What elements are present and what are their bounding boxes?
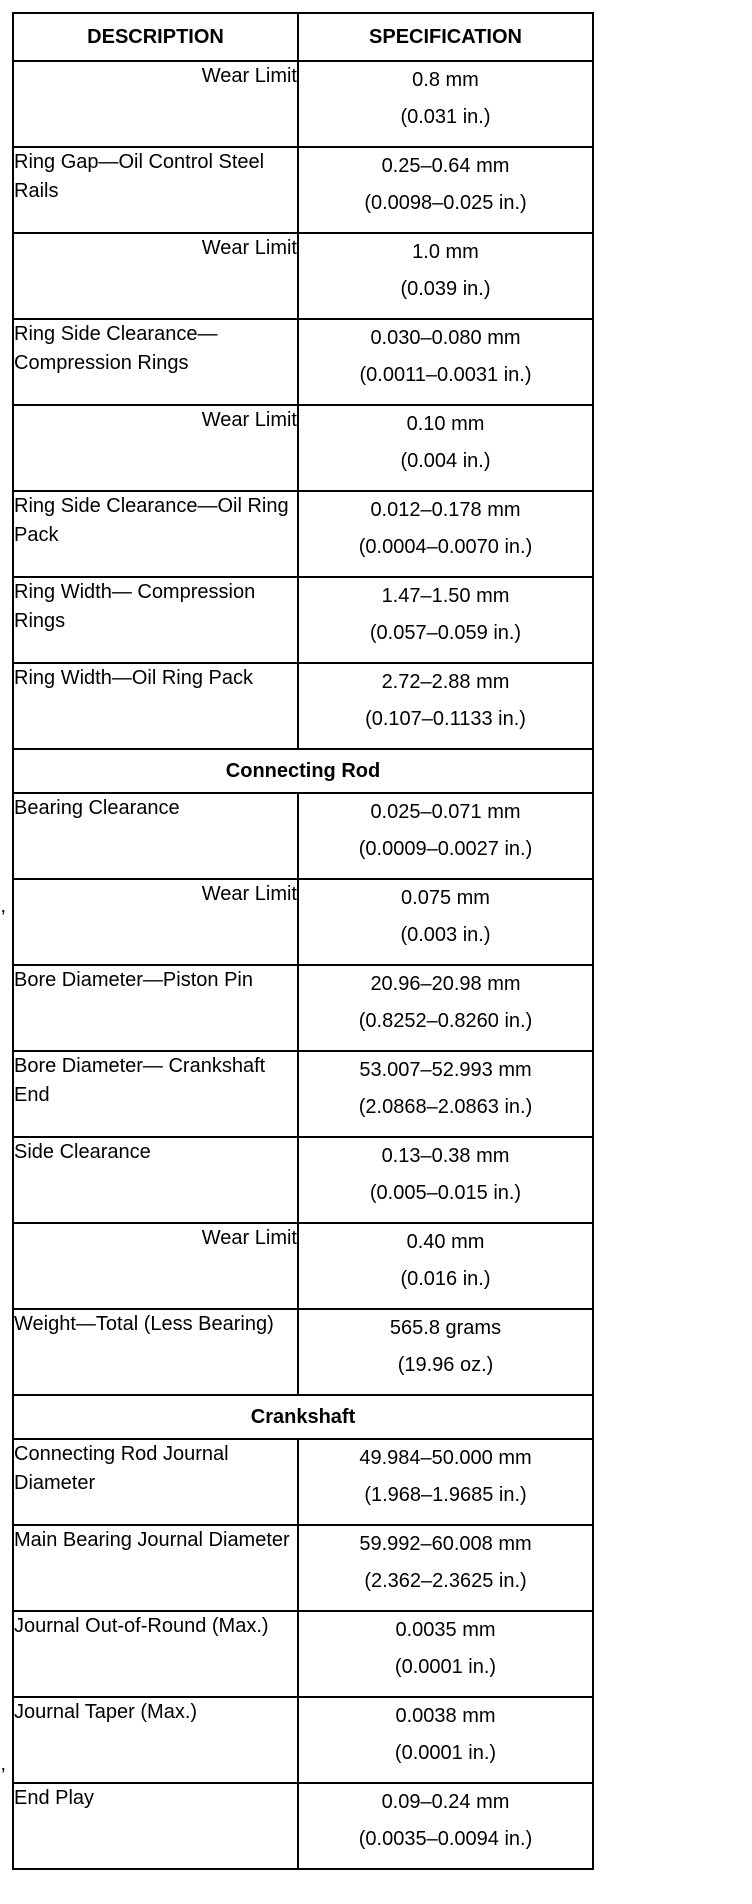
metric-value: 1.47–1.50 mm — [381, 585, 510, 607]
table-row — [13, 1223, 593, 1309]
table-row — [13, 405, 593, 491]
imperial-value: (0.107–0.1133 in.) — [365, 708, 526, 730]
imperial-value: (0.016 in.) — [400, 1268, 491, 1290]
description-cell: Bearing Clearance — [13, 793, 298, 879]
metric-value: 0.030–0.080 mm — [370, 327, 521, 349]
section-title: Crankshaft — [13, 1395, 593, 1439]
table-row — [13, 1137, 593, 1223]
margin-tick-mark: ’ — [1, 1765, 6, 1787]
section-title: Connecting Rod — [13, 749, 593, 793]
metric-value: 0.25–0.64 mm — [381, 155, 510, 177]
specification-cell — [298, 233, 593, 319]
imperial-value: (0.031 in.) — [400, 106, 491, 128]
metric-value: 0.0035 mm — [395, 1619, 496, 1641]
description-cell: Ring Width— Compression Rings — [13, 577, 298, 663]
table-row — [13, 1309, 593, 1395]
specification-cell — [298, 61, 593, 147]
imperial-value: (0.0004–0.0070 in.) — [358, 536, 533, 558]
imperial-value: (0.0001 in.) — [394, 1656, 497, 1678]
specification-cell — [298, 319, 593, 405]
header-row — [13, 13, 593, 61]
metric-value: 0.012–0.178 mm — [370, 499, 521, 521]
table-row — [13, 577, 593, 663]
table-row — [13, 147, 593, 233]
specification-cell — [298, 663, 593, 749]
table-body — [13, 61, 593, 1869]
metric-value: 0.025–0.071 mm — [370, 801, 521, 823]
table-row — [13, 1525, 593, 1611]
metric-value: 20.96–20.98 mm — [370, 973, 521, 995]
imperial-value: (0.0011–0.0031 in.) — [359, 364, 532, 386]
metric-value: 0.075 mm — [401, 887, 490, 909]
description-cell: End Play — [13, 1783, 298, 1869]
specification-cell — [298, 879, 593, 965]
wear-limit-label: Wear Limit — [13, 405, 298, 491]
description-cell: Ring Side Clearance—Oil Ring Pack — [13, 491, 298, 577]
section-header-row — [13, 1395, 593, 1439]
metric-value: 53.007–52.993 mm — [359, 1059, 532, 1081]
metric-value: 0.10 mm — [406, 413, 485, 435]
specification-cell — [298, 1611, 593, 1697]
imperial-value: (0.005–0.015 in.) — [369, 1182, 522, 1204]
metric-value: 2.72–2.88 mm — [381, 671, 510, 693]
specification-cell — [298, 965, 593, 1051]
description-cell: Bore Diameter—Piston Pin — [13, 965, 298, 1051]
specification-table — [12, 12, 594, 1870]
metric-value: 0.13–0.38 mm — [381, 1145, 510, 1167]
table-row — [13, 879, 593, 965]
metric-value: 59.992–60.008 mm — [359, 1533, 532, 1555]
table-row — [13, 1439, 593, 1525]
specification-cell — [298, 1137, 593, 1223]
specification-cell — [298, 1783, 593, 1869]
table-row — [13, 1783, 593, 1869]
wear-limit-label: Wear Limit — [13, 1223, 298, 1309]
table-row — [13, 233, 593, 319]
description-cell: Ring Width—Oil Ring Pack — [13, 663, 298, 749]
metric-value: 49.984–50.000 mm — [359, 1447, 532, 1469]
imperial-value: (0.003 in.) — [400, 924, 491, 946]
table-row — [13, 1051, 593, 1137]
wear-limit-label: Wear Limit — [13, 879, 298, 965]
specification-header: SPECIFICATION — [298, 13, 593, 61]
imperial-value: (0.004 in.) — [400, 450, 491, 472]
description-cell: Bore Diameter— Crankshaft End — [13, 1051, 298, 1137]
description-cell: Connecting Rod Journal Diameter — [13, 1439, 298, 1525]
imperial-value: (2.362–2.3625 in.) — [364, 1570, 527, 1592]
metric-value: 0.0038 mm — [395, 1705, 496, 1727]
metric-value: 1.0 mm — [412, 241, 479, 263]
specification-cell — [298, 793, 593, 879]
description-cell: Side Clearance — [13, 1137, 298, 1223]
table-row — [13, 663, 593, 749]
specification-cell — [298, 1309, 593, 1395]
imperial-value: (0.0001 in.) — [394, 1742, 497, 1764]
specification-cell — [298, 491, 593, 577]
table-row — [13, 965, 593, 1051]
table-row — [13, 319, 593, 405]
specification-cell — [298, 1223, 593, 1309]
description-cell: Journal Out-of-Round (Max.) — [13, 1611, 298, 1697]
description-cell: Journal Taper (Max.) — [13, 1697, 298, 1783]
table-row — [13, 61, 593, 147]
imperial-value: (0.0035–0.0094 in.) — [358, 1828, 533, 1850]
imperial-value: (1.968–1.9685 in.) — [364, 1484, 527, 1506]
description-cell: Weight—Total (Less Bearing) — [13, 1309, 298, 1395]
imperial-value: (0.0098–0.025 in.) — [364, 192, 527, 214]
specification-cell — [298, 147, 593, 233]
specification-cell — [298, 1697, 593, 1783]
imperial-value: (19.96 oz.) — [397, 1354, 494, 1376]
margin-tick-mark: ’ — [1, 907, 6, 929]
description-cell: Ring Gap—Oil Control Steel Rails — [13, 147, 298, 233]
description-cell: Main Bearing Journal Diameter — [13, 1525, 298, 1611]
metric-value: 0.8 mm — [412, 69, 479, 91]
imperial-value: (0.8252–0.8260 in.) — [358, 1010, 533, 1032]
table-row — [13, 793, 593, 879]
imperial-value: (0.057–0.059 in.) — [369, 622, 522, 644]
wear-limit-label: Wear Limit — [13, 61, 298, 147]
description-cell: Ring Side Clearance— Compression Rings — [13, 319, 298, 405]
wear-limit-label: Wear Limit — [13, 233, 298, 319]
metric-value: 565.8 grams — [389, 1317, 502, 1339]
imperial-value: (2.0868–2.0863 in.) — [358, 1096, 533, 1118]
metric-value: 0.40 mm — [406, 1231, 485, 1253]
specification-cell — [298, 577, 593, 663]
specification-cell — [298, 1051, 593, 1137]
imperial-value: (0.0009–0.0027 in.) — [358, 838, 533, 860]
table-row — [13, 1611, 593, 1697]
imperial-value: (0.039 in.) — [400, 278, 491, 300]
table-row — [13, 491, 593, 577]
metric-value: 0.09–0.24 mm — [381, 1791, 510, 1813]
specification-cell — [298, 1439, 593, 1525]
section-header-row — [13, 749, 593, 793]
specification-cell — [298, 405, 593, 491]
description-header: DESCRIPTION — [13, 13, 298, 61]
specification-cell — [298, 1525, 593, 1611]
table-row — [13, 1697, 593, 1783]
